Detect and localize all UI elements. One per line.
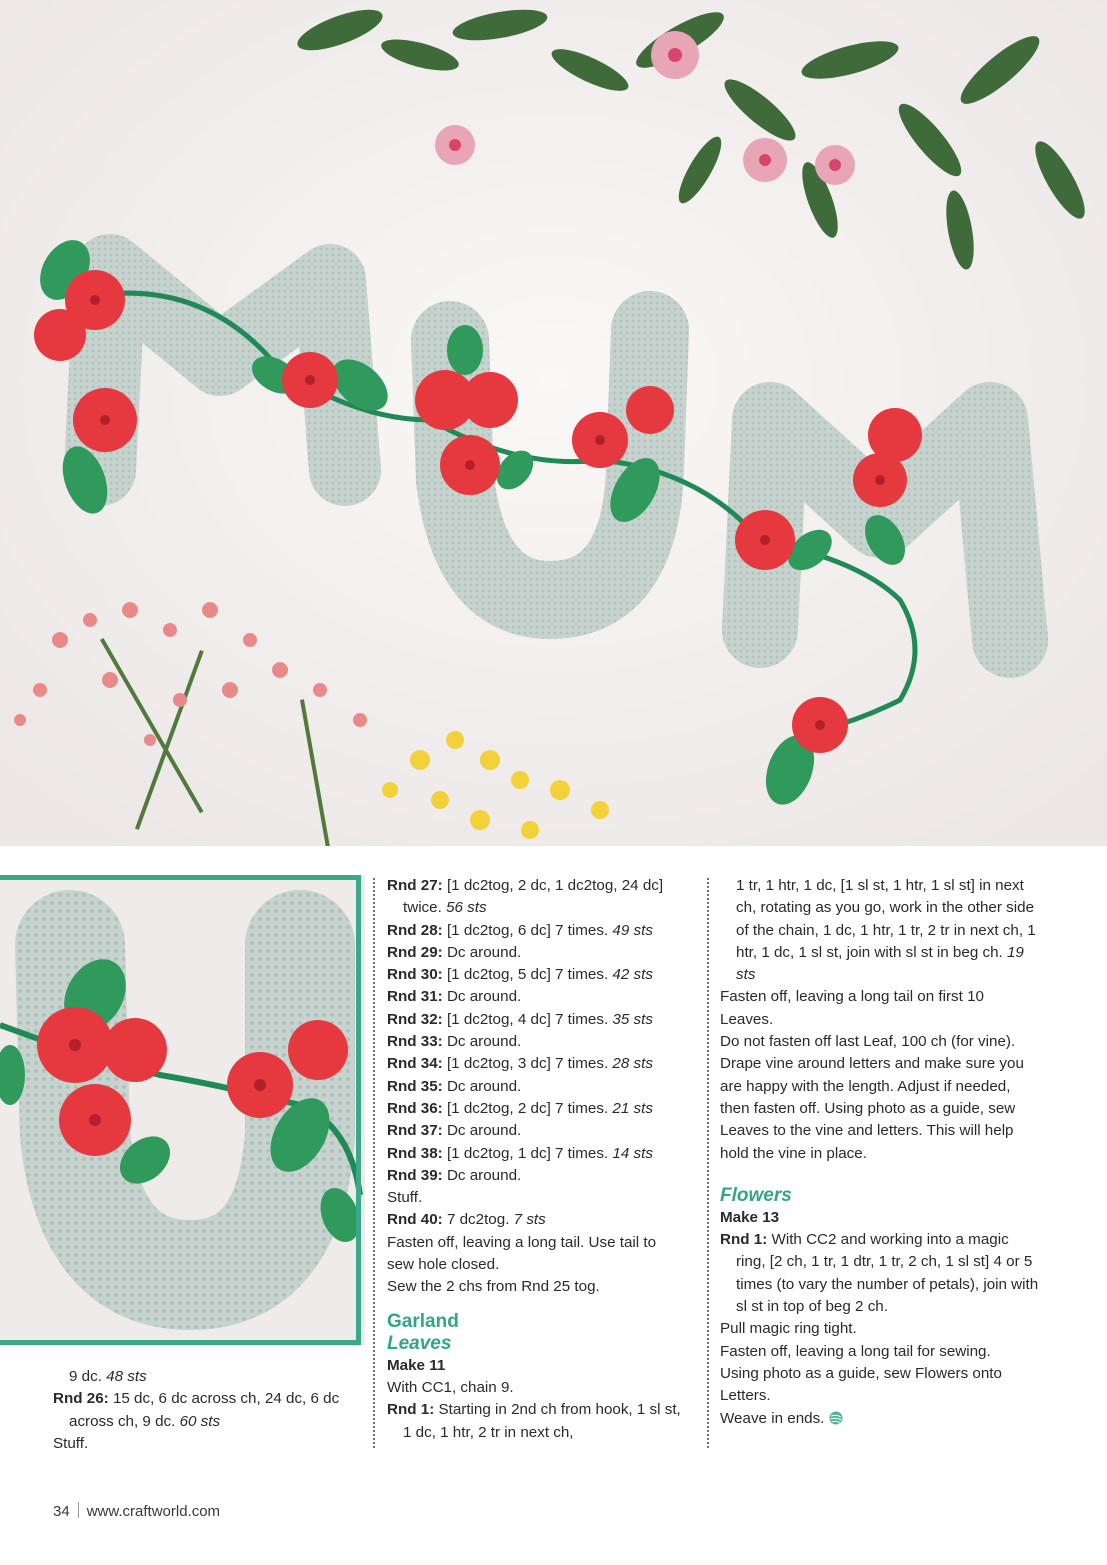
weave-ends-note: Weave in ends. [720, 1408, 1040, 1430]
page-footer [53, 1502, 220, 1520]
fasten-off-flowers: Fasten off, leaving a long tail for sewing. [720, 1342, 991, 1360]
rnd-29: Rnd 29: Dc around. [387, 943, 522, 961]
stuff-note: Stuff. [387, 1189, 423, 1207]
instructions-column-3 [720, 875, 1040, 1430]
section-heading-flowers: Flowers [720, 1184, 792, 1206]
leaves-rnd-1-continuation: 1 tr, 1 htr, 1 dc, [1 sl st, 1 htr, 1 sl st] in next ch, rotating as you go, work in the other side of the chain, 1 dc, 1 htr, 1 tr, 2 tr in next ch, 1 htr, 1 dc, 1 sl st, join with sl st in beg ch. 19 sts [736, 877, 1036, 984]
flowers-rnd-1: Rnd 1: With CC2 and working into a magic ring, [2 ch, 1 tr, 1 dtr, 1 tr, 2 ch, 1 sl st] 4 or 5 times (to vary the number of petals), join with sl st in top of beg 2 ch. [720, 1231, 1039, 1316]
column-divider-2 [707, 878, 709, 1448]
yarn-ball-icon [829, 1410, 843, 1424]
sew-note: Sew the 2 chs from Rnd 25 tog. [387, 1278, 600, 1296]
inset-photo [0, 875, 365, 1345]
website-link[interactable]: www.craftworld.com [86, 1503, 221, 1520]
make-count: Make 11 [387, 1356, 446, 1374]
pull-ring-note: Pull magic ring tight. [720, 1320, 857, 1338]
footer-separator [78, 1502, 79, 1518]
rnd-28: Rnd 28: [1 dc2tog, 6 dc] 7 times. 49 sts [387, 921, 653, 939]
section-heading-garland: Garland [387, 1310, 459, 1332]
rnd-31: Rnd 31: Dc around. [387, 988, 522, 1006]
rnd-35: Rnd 35: Dc around. [387, 1077, 522, 1095]
rnd-39: Rnd 39: Dc around. [387, 1166, 522, 1184]
rnd-34: Rnd 34: [1 dc2tog, 3 dc] 7 times. 28 sts [387, 1055, 653, 1073]
rnd-37: Rnd 37: Dc around. [387, 1122, 522, 1140]
rnd-36: Rnd 36: [1 dc2tog, 2 dc] 7 times. 21 sts [387, 1099, 653, 1117]
column-divider-1 [373, 878, 375, 1448]
instructions-column-1 [53, 1366, 363, 1455]
vine-instruction: Do not fasten off last Leaf, 100 ch (for vine). Drape vine around letters and make sure you are happy with the length. Adjust if needed, then fasten off. Using photo as a guide, sew Leaves to the vine and letters. This will help hold the vine in place. [720, 1033, 1024, 1162]
rnd-30: Rnd 30: [1 dc2tog, 5 dc] 7 times. 42 sts [387, 966, 653, 984]
rnd-33: Rnd 33: Dc around. [387, 1033, 522, 1051]
stuff-note: Stuff. [53, 1434, 89, 1452]
leaves-rnd-1: Rnd 1: Starting in 2nd ch from hook, 1 sl st, 1 dc, 1 htr, 2 tr in next ch, [387, 1401, 681, 1441]
rnd-26: Rnd 26: 15 dc, 6 dc across ch, 24 dc, 6 dc across ch, 9 dc. 60 sts [53, 1390, 340, 1430]
fasten-off-leaves: Fasten off, leaving a long tail on first 10 Leaves. [720, 988, 984, 1028]
rnd-32: Rnd 32: [1 dc2tog, 4 dc] 7 times. 35 sts [387, 1010, 653, 1028]
chain-instruction: With CC1, chain 9. [387, 1378, 514, 1396]
page-number: 34 [53, 1503, 70, 1520]
rnd-40: Rnd 40: 7 dc2tog. 7 sts [387, 1211, 546, 1229]
rnd25-continuation: 9 dc. 48 sts [69, 1368, 147, 1385]
fasten-off-note: Fasten off, leaving a long tail. Use tail to sew hole closed. [387, 1233, 657, 1274]
sew-flowers-note: Using photo as a guide, sew Flowers onto Letters. [720, 1364, 1002, 1405]
rnd-38: Rnd 38: [1 dc2tog, 1 dc] 7 times. 14 sts [387, 1144, 653, 1162]
section-heading-leaves: Leaves [387, 1332, 452, 1354]
rnd-27: Rnd 27: [1 dc2tog, 2 dc, 1 dc2tog, 24 dc] twice. 56 sts [387, 877, 664, 917]
make-count: Make 13 [720, 1208, 780, 1226]
instructions-column-2 [387, 875, 687, 1444]
